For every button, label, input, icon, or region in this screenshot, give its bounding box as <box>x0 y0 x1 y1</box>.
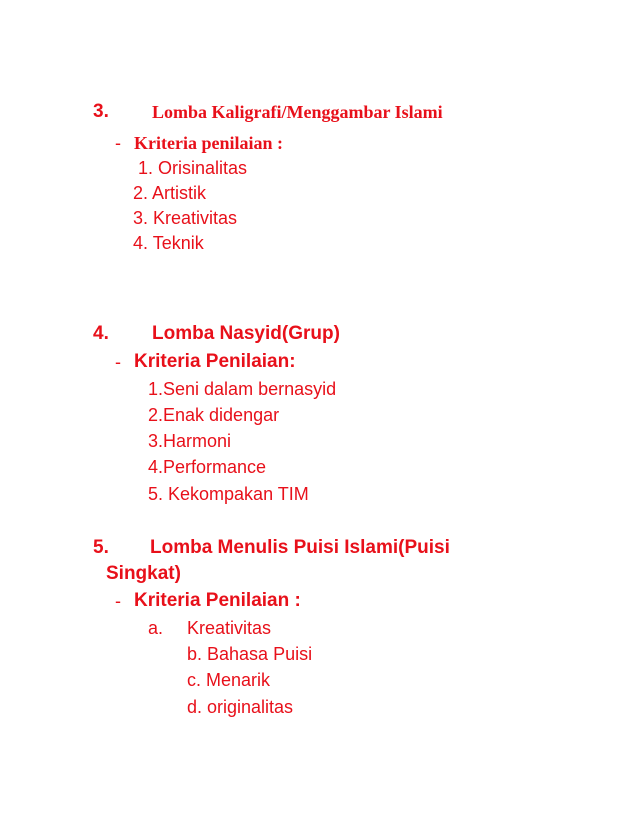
section-4-item-3: 3.Harmoni <box>148 431 232 451</box>
section-5-dash: - <box>115 591 121 611</box>
section-4-dash: - <box>115 352 121 372</box>
section-4-item-1: 1.Seni dalam bernasyid <box>148 379 337 399</box>
section-4-item-5: 5. Kekompakan TIM <box>148 484 309 504</box>
section-3-criteria-label: Kriteria penilaian : <box>134 133 283 153</box>
section-5-item-d: d. originalitas <box>187 697 294 717</box>
section-3-item-1: 1. Orisinalitas <box>138 158 248 178</box>
section-4-title: Lomba Nasyid(Grup) <box>152 323 340 344</box>
section-3-item-3: 3. Kreativitas <box>133 208 238 228</box>
section-5-item-c: c. Menarik <box>187 670 271 690</box>
section-5-title-line-2: Singkat) <box>106 563 181 584</box>
section-3-number: 3. <box>93 101 109 122</box>
section-5-criteria-label: Kriteria Penilaian : <box>134 590 301 611</box>
section-3-title: Lomba Kaligrafi/Menggambar Islami <box>152 102 443 122</box>
section-5-title-line-1: Lomba Menulis Puisi Islami(Puisi <box>150 537 450 558</box>
section-5-item-a-marker: a. <box>148 618 164 638</box>
section-4-item-4: 4.Performance <box>148 457 267 477</box>
section-5-item-b: b. Bahasa Puisi <box>187 644 313 664</box>
section-3-dash: - <box>115 133 121 153</box>
section-4-number: 4. <box>93 323 109 344</box>
section-5-item-a-text: Kreativitas <box>187 618 272 638</box>
section-3-item-4: 4. Teknik <box>133 233 204 253</box>
section-4-item-2: 2.Enak didengar <box>148 405 280 425</box>
section-4-criteria-label: Kriteria Penilaian: <box>134 351 296 372</box>
section-5-number: 5. <box>93 537 109 558</box>
section-3-item-2: 2. Artistik <box>133 183 207 203</box>
